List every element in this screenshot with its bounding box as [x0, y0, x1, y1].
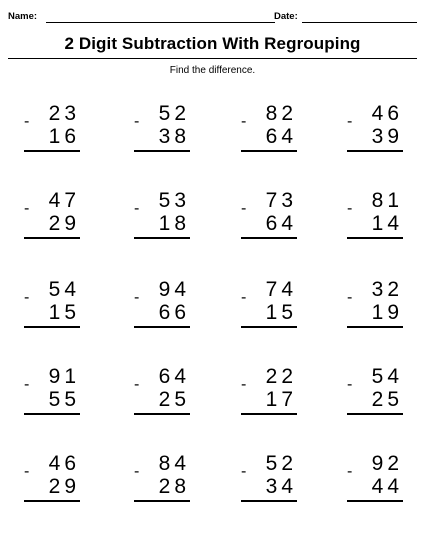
subtraction-problem: [134, 103, 190, 163]
subtrahend: 16: [48, 125, 80, 148]
minus-sign: -: [134, 463, 140, 480]
minus-sign: -: [134, 376, 140, 393]
answer-line: [134, 500, 190, 502]
date-field[interactable]: [302, 22, 417, 23]
subtraction-problem: [24, 103, 80, 163]
subtraction-problem: [24, 366, 80, 426]
subtrahend: 19: [371, 301, 403, 324]
subtrahend: 64: [265, 212, 297, 235]
subtrahend: 25: [371, 388, 403, 411]
name-field[interactable]: [46, 22, 275, 23]
minuend: 81: [371, 189, 403, 212]
answer-line: [347, 150, 403, 152]
subtraction-problem: [241, 190, 297, 250]
answer-line: [347, 237, 403, 239]
minus-sign: -: [134, 113, 140, 130]
subtrahend: 39: [371, 125, 403, 148]
subtraction-problem: [347, 190, 403, 250]
minus-sign: -: [241, 113, 247, 130]
subtraction-problem: [241, 366, 297, 426]
subtrahend: 14: [371, 212, 403, 235]
minus-sign: -: [24, 113, 30, 130]
subtraction-problem: [134, 366, 190, 426]
answer-line: [347, 413, 403, 415]
subtraction-problem: [347, 279, 403, 339]
minuend: 22: [265, 365, 297, 388]
subtraction-problem: [347, 103, 403, 163]
minus-sign: -: [241, 200, 247, 217]
answer-line: [134, 150, 190, 152]
minuend: 82: [265, 102, 297, 125]
subtrahend: 66: [158, 301, 190, 324]
minuend: 54: [48, 278, 80, 301]
minuend: 74: [265, 278, 297, 301]
subtrahend: 29: [48, 212, 80, 235]
subtrahend: 55: [48, 388, 80, 411]
answer-line: [24, 413, 80, 415]
subtraction-problem: [347, 366, 403, 426]
answer-line: [241, 500, 297, 502]
subtraction-problem: [24, 453, 80, 513]
subtraction-problem: [241, 279, 297, 339]
minus-sign: -: [347, 113, 353, 130]
minus-sign: -: [347, 200, 353, 217]
minuend: 47: [48, 189, 80, 212]
minuend: 46: [371, 102, 403, 125]
answer-line: [24, 326, 80, 328]
subtrahend: 28: [158, 475, 190, 498]
subtrahend: 64: [265, 125, 297, 148]
answer-line: [24, 237, 80, 239]
minus-sign: -: [241, 289, 247, 306]
subtrahend: 18: [158, 212, 190, 235]
subtraction-problem: [347, 453, 403, 513]
subtrahend: 44: [371, 475, 403, 498]
answer-line: [241, 150, 297, 152]
minus-sign: -: [241, 376, 247, 393]
subtrahend: 15: [265, 301, 297, 324]
minus-sign: -: [24, 376, 30, 393]
minuend: 52: [158, 102, 190, 125]
minuend: 73: [265, 189, 297, 212]
title-divider: [8, 58, 417, 59]
subtrahend: 29: [48, 475, 80, 498]
minuend: 91: [48, 365, 80, 388]
minus-sign: -: [24, 289, 30, 306]
answer-line: [347, 500, 403, 502]
name-label: Name:: [8, 11, 38, 22]
minus-sign: -: [134, 289, 140, 306]
minuend: 46: [48, 452, 80, 475]
worksheet-header: [8, 11, 418, 27]
minuend: 94: [158, 278, 190, 301]
subtrahend: 15: [48, 301, 80, 324]
answer-line: [134, 326, 190, 328]
minuend: 53: [158, 189, 190, 212]
answer-line: [347, 326, 403, 328]
answer-line: [241, 413, 297, 415]
minus-sign: -: [24, 200, 30, 217]
answer-line: [134, 237, 190, 239]
subtraction-problem: [241, 103, 297, 163]
subtraction-problem: [134, 190, 190, 250]
minuend: 54: [371, 365, 403, 388]
minus-sign: -: [347, 463, 353, 480]
answer-line: [134, 413, 190, 415]
answer-line: [241, 326, 297, 328]
subtrahend: 17: [265, 388, 297, 411]
answer-line: [24, 150, 80, 152]
minus-sign: -: [241, 463, 247, 480]
minuend: 23: [48, 102, 80, 125]
subtraction-problem: [24, 190, 80, 250]
minuend: 32: [371, 278, 403, 301]
minus-sign: -: [347, 289, 353, 306]
minuend: 52: [265, 452, 297, 475]
minus-sign: -: [24, 463, 30, 480]
answer-line: [24, 500, 80, 502]
subtrahend: 38: [158, 125, 190, 148]
subtraction-problem: [24, 279, 80, 339]
subtraction-problem: [134, 279, 190, 339]
minus-sign: -: [347, 376, 353, 393]
subtraction-problem: [134, 453, 190, 513]
minus-sign: -: [134, 200, 140, 217]
subtraction-problem: [241, 453, 297, 513]
subtrahend: 25: [158, 388, 190, 411]
worksheet-title: 2 Digit Subtraction With Regrouping: [64, 34, 361, 53]
date-label: Date:: [274, 11, 298, 22]
minuend: 64: [158, 365, 190, 388]
minuend: 92: [371, 452, 403, 475]
instructions: Find the difference.: [169, 65, 256, 76]
subtrahend: 34: [265, 475, 297, 498]
answer-line: [241, 237, 297, 239]
minuend: 84: [158, 452, 190, 475]
